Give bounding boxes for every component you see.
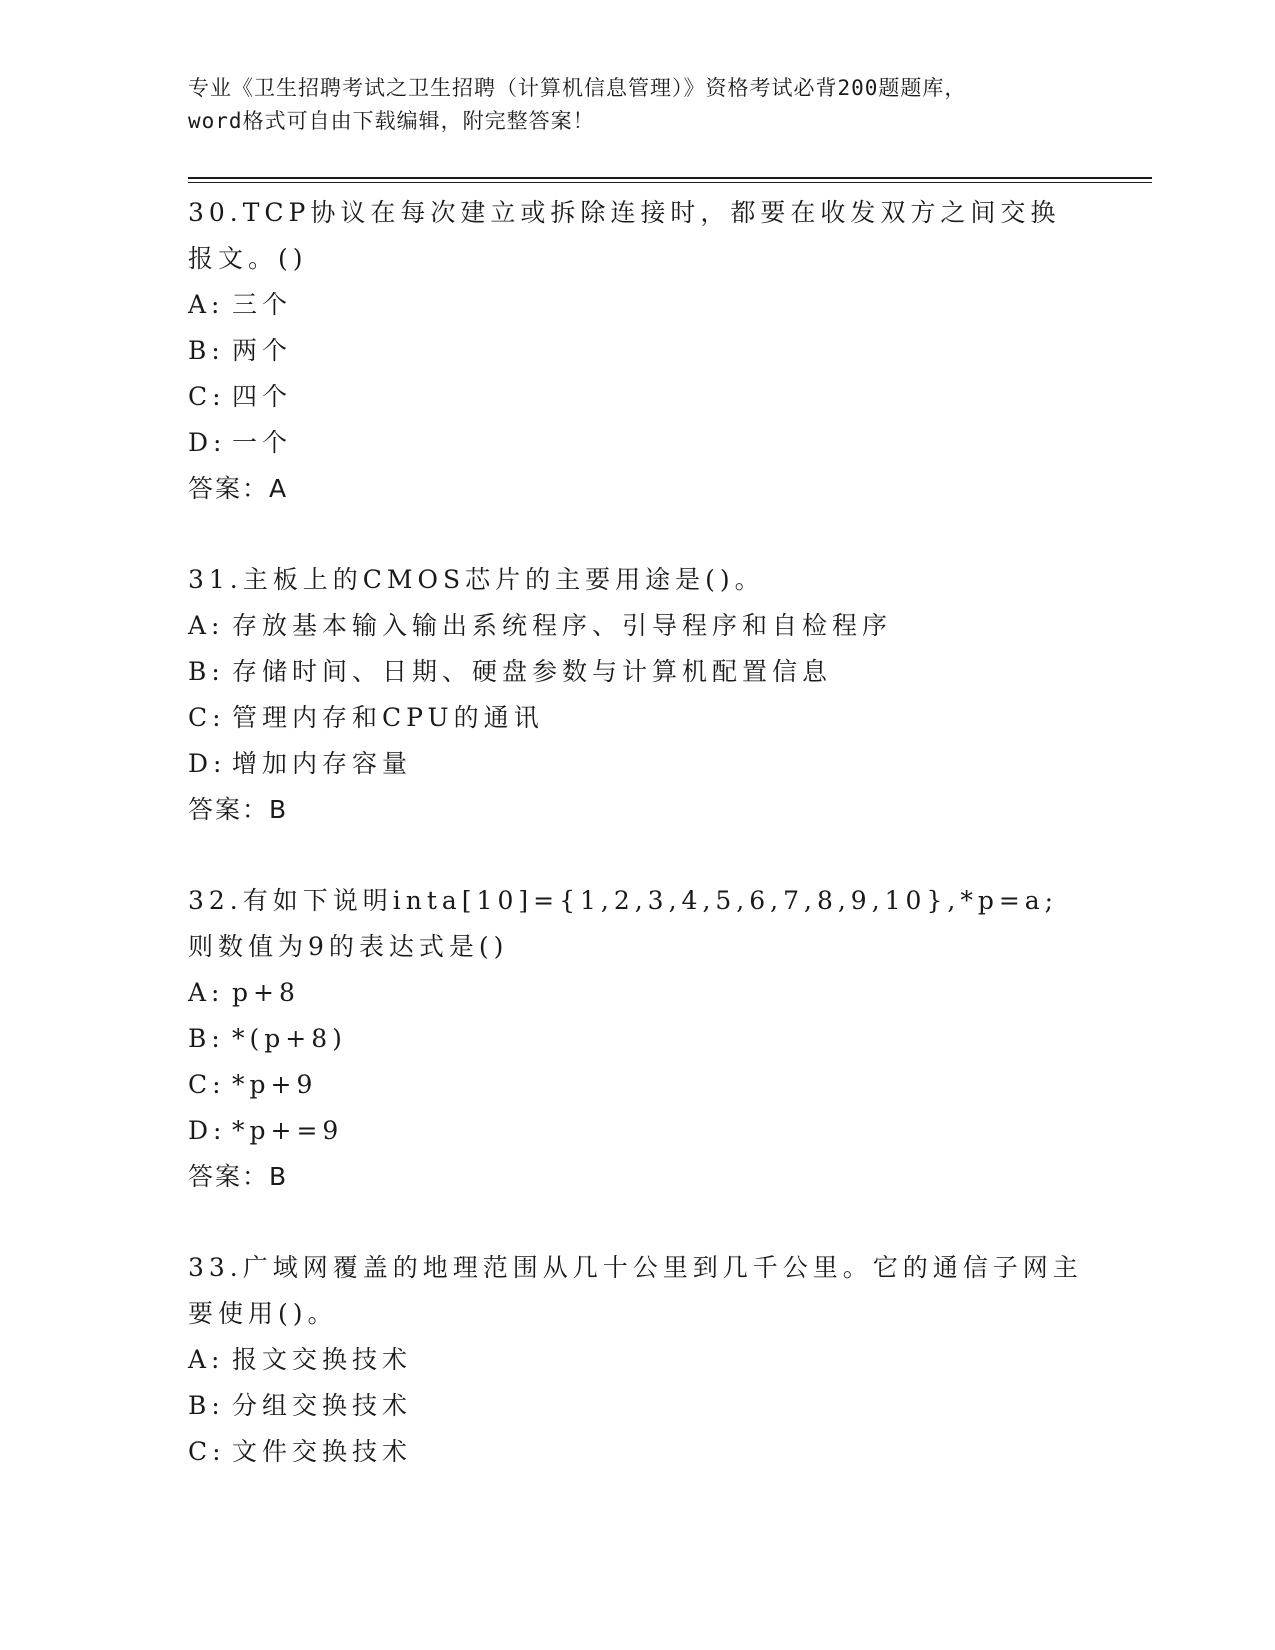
option-b [188, 1383, 1088, 1429]
option-text: 三个 [232, 290, 293, 319]
option-text: *(p+8) [232, 1024, 347, 1053]
question-stem: 33.广域网覆盖的地理范围从几十公里到几千公里。它的通信子网主要使用()。 [188, 1253, 1083, 1328]
option-b [188, 328, 1088, 374]
option-d [188, 420, 1088, 466]
document-header [188, 72, 1088, 138]
option-c [188, 374, 1088, 420]
option-text: p+8 [232, 978, 300, 1007]
option-letter: A: [188, 1345, 225, 1374]
option-letter: B: [188, 657, 225, 686]
option-a [188, 970, 1088, 1016]
option-text: 增加内存容量 [232, 749, 413, 778]
option-letter: A: [188, 978, 225, 1007]
option-text: 分组交换技术 [232, 1391, 413, 1420]
answer-line: 答案：B [188, 1162, 289, 1191]
answer-line: 答案：A [188, 474, 289, 503]
option-letter: D: [188, 749, 227, 778]
question-33 [188, 1245, 1088, 1475]
option-text: 报文交换技术 [232, 1345, 413, 1374]
question-stem: 32.有如下说明inta[10]={1,2,3,4,5,6,7,8,9,10},*p=a;则数值为9的表达式是() [188, 886, 1059, 961]
option-text: 存储时间、日期、硬盘参数与计算机配置信息 [232, 657, 833, 686]
option-d [188, 1108, 1088, 1154]
option-c [188, 1429, 1088, 1475]
question-32 [188, 878, 1088, 1200]
option-letter: C: [188, 1070, 226, 1099]
question-30 [188, 190, 1088, 512]
option-text: 两个 [232, 336, 293, 365]
header-line-1: 专业《卫生招聘考试之卫生招聘（计算机信息管理）》资格考试必背200题题库， [188, 76, 967, 100]
option-letter: B: [188, 1024, 225, 1053]
option-b [188, 1016, 1088, 1062]
option-b [188, 649, 1088, 695]
option-text: 四个 [232, 382, 293, 411]
option-d [188, 741, 1088, 787]
question-stem: 30.TCP协议在每次建立或拆除连接时，都要在收发双方之间交换报文。() [188, 198, 1061, 273]
answer-line: 答案：B [188, 795, 289, 824]
option-letter: C: [188, 1437, 226, 1466]
option-text: 存放基本输入输出系统程序、引导程序和自检程序 [232, 611, 893, 640]
option-letter: D: [188, 1116, 227, 1145]
option-text: 一个 [232, 428, 293, 457]
option-letter: A: [188, 611, 225, 640]
option-text: 管理内存和CPU的通讯 [232, 703, 544, 732]
option-letter: B: [188, 1391, 225, 1420]
option-a [188, 282, 1088, 328]
option-text: *p+9 [232, 1070, 318, 1099]
option-letter: C: [188, 382, 226, 411]
option-a [188, 1337, 1088, 1383]
question-stem: 31.主板上的CMOS芯片的主要用途是()。 [188, 565, 765, 594]
option-text: 文件交换技术 [232, 1437, 413, 1466]
question-31 [188, 557, 1088, 833]
option-letter: C: [188, 703, 226, 732]
header-divider-top [188, 177, 1152, 179]
option-text: *p+=9 [232, 1116, 344, 1145]
option-a [188, 603, 1088, 649]
question-list [188, 190, 1088, 1475]
option-c [188, 1062, 1088, 1108]
option-letter: D: [188, 428, 227, 457]
option-c [188, 695, 1088, 741]
header-divider-bottom [188, 182, 1152, 183]
option-letter: B: [188, 336, 225, 365]
option-letter: A: [188, 290, 225, 319]
header-line-2: word格式可自由下载编辑，附完整答案！ [188, 109, 595, 133]
